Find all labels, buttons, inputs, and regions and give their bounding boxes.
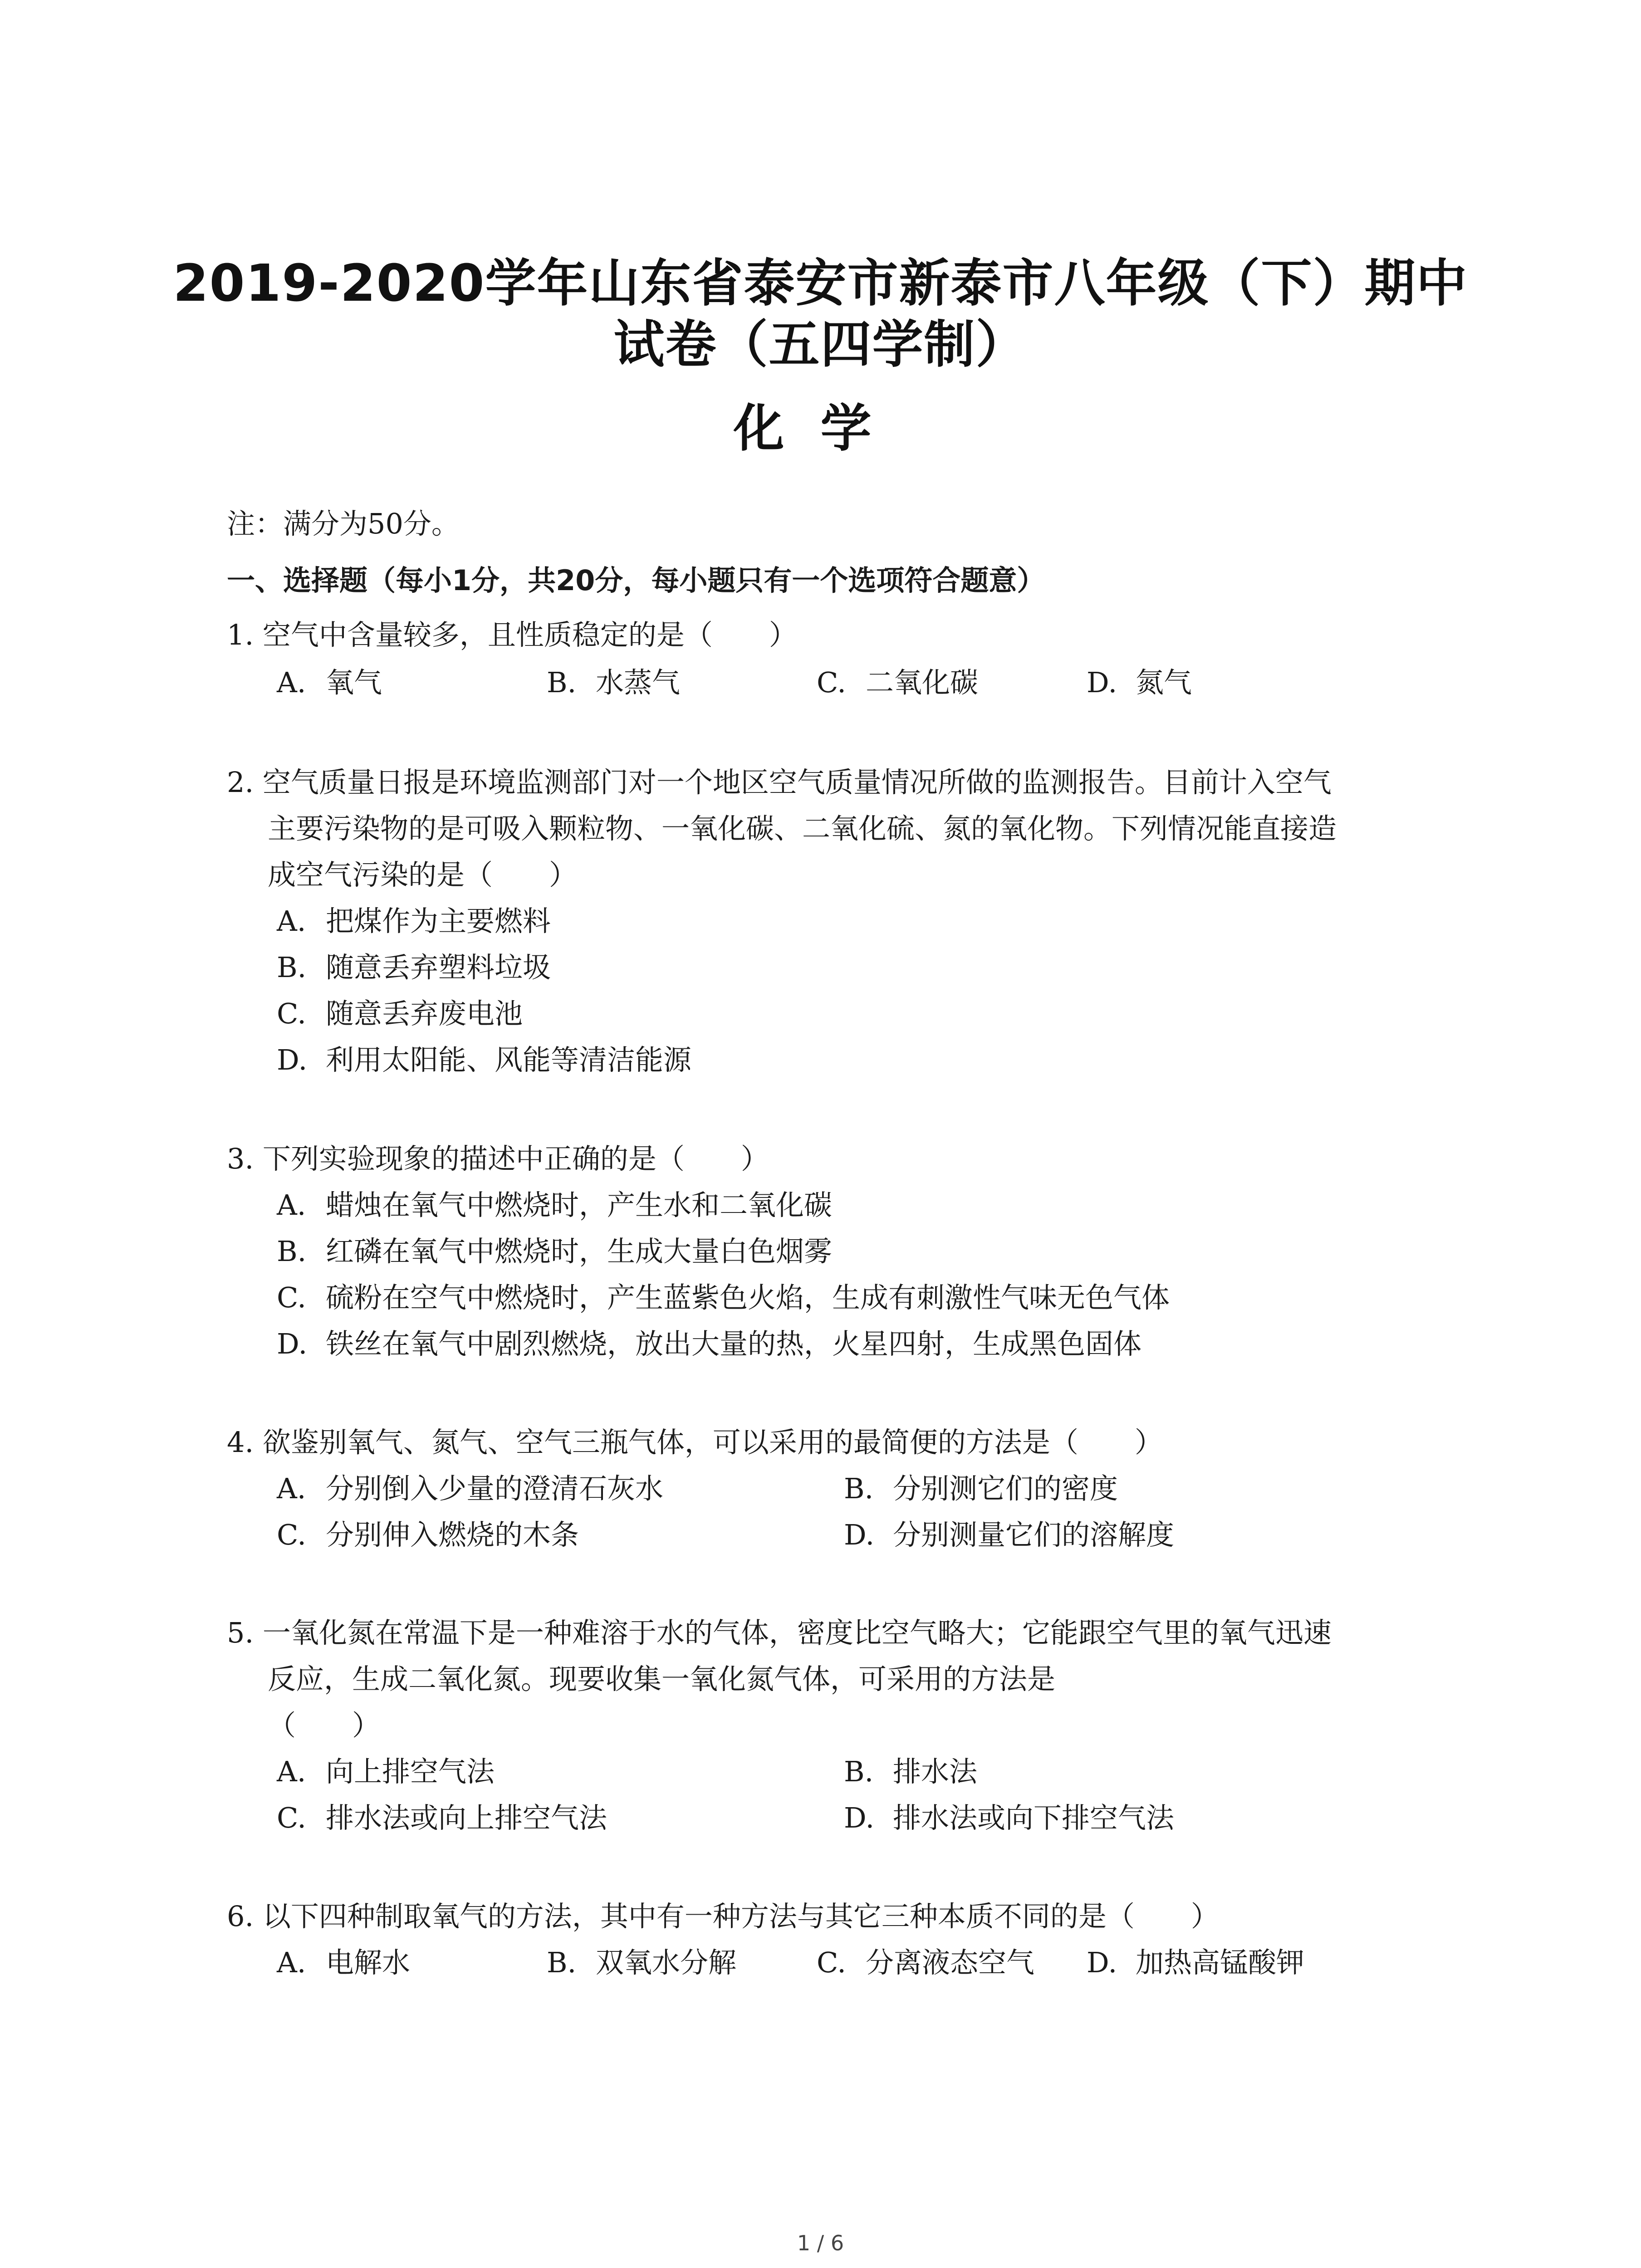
question-stem-line: 6. 以下四种制取氧气的方法，其中有一种方法与其它三种本质不同的是（ ） <box>227 1900 1219 1933</box>
option-letter: B. <box>547 1946 577 1979</box>
option-c <box>277 1280 1170 1316</box>
question-stem-line: 2. 空气质量日报是环境监测部门对一个地区空气质量情况所做的监测报告。目前计入空气 <box>227 766 1332 799</box>
question-stem-line: 反应，生成二氧化氮。现要收集一氧化氮气体，可采用的方法是 <box>268 1662 1056 1696</box>
option-d <box>844 1800 1174 1836</box>
option-text: 加热高锰酸钾 <box>1136 1946 1305 1979</box>
option-letter: B. <box>844 1472 874 1505</box>
option-letter: A. <box>277 904 306 938</box>
option-letter: B. <box>277 1235 307 1268</box>
option-c <box>277 996 523 1032</box>
option-text: 排水法或向上排空气法 <box>326 1801 607 1834</box>
option-letter: C. <box>277 1801 306 1834</box>
option-d <box>277 1326 1141 1362</box>
option-letter: D. <box>844 1801 875 1834</box>
option-text: 把煤作为主要燃料 <box>326 904 551 938</box>
exam-title-line-1: 2019-2020学年山东省泰安市新泰市八年级（下）期中 <box>173 254 1468 313</box>
exam-title-line-2: 试卷（五四学制） <box>613 315 1028 374</box>
option-a <box>277 1187 832 1223</box>
option-d <box>1087 665 1192 701</box>
option-text: 分别测量它们的溶解度 <box>893 1518 1175 1551</box>
option-letter: B. <box>844 1755 874 1788</box>
option-c <box>817 1945 1034 1981</box>
option-text: 分别伸入燃烧的木条 <box>326 1518 579 1551</box>
option-text: 排水法 <box>893 1755 978 1788</box>
option-text: 随意丢弃废电池 <box>326 997 523 1030</box>
option-text: 电解水 <box>326 1946 411 1979</box>
option-d <box>844 1517 1174 1553</box>
option-text: 分离液态空气 <box>866 1946 1035 1979</box>
question-stem-line: 4. 欲鉴别氧气、氮气、空气三瓶气体，可以采用的最简便的方法是（ ） <box>227 1426 1163 1459</box>
option-letter: C. <box>277 1518 306 1551</box>
subject-heading: 化学 <box>733 399 908 458</box>
option-letter: B. <box>277 951 307 984</box>
option-a <box>277 903 551 939</box>
option-text: 氧气 <box>326 666 382 699</box>
option-a <box>277 1471 663 1507</box>
option-letter: C. <box>277 1281 306 1314</box>
question-stem-line: 主要污染物的是可吸入颗粒物、一氧化碳、二氧化硫、氮的氧化物。下列情况能直接造 <box>268 812 1337 845</box>
option-letter: A. <box>277 1188 306 1222</box>
option-text: 硫粉在空气中燃烧时，产生蓝紫色火焰，生成有刺激性气味无色气体 <box>326 1281 1170 1314</box>
option-b <box>277 949 551 986</box>
question-stem-line: （ ） <box>268 1709 381 1742</box>
option-text: 随意丢弃塑料垃圾 <box>326 951 551 984</box>
option-b <box>844 1471 1118 1507</box>
option-text: 分别倒入少量的澄清石灰水 <box>326 1472 664 1505</box>
page-number: 1 / 6 <box>797 2231 844 2255</box>
question-stem-line: 3. 下列实验现象的描述中正确的是（ ） <box>227 1142 769 1175</box>
option-a <box>277 1945 410 1981</box>
option-b <box>277 1233 832 1270</box>
option-text: 利用太阳能、风能等清洁能源 <box>326 1043 692 1076</box>
option-d <box>1087 1945 1304 1981</box>
option-c <box>277 1517 579 1553</box>
option-text: 二氧化碳 <box>866 666 979 699</box>
question-stem-line: 成空气污染的是（ ） <box>268 858 578 891</box>
option-text: 蜡烛在氧气中燃烧时，产生水和二氧化碳 <box>326 1188 833 1222</box>
option-letter: C. <box>817 666 846 699</box>
option-text: 向上排空气法 <box>326 1755 495 1788</box>
option-b <box>547 665 680 701</box>
option-text: 排水法或向下排空气法 <box>893 1801 1175 1834</box>
option-letter: A. <box>277 1755 306 1788</box>
option-text: 双氧水分解 <box>596 1946 737 1979</box>
option-d <box>277 1042 691 1078</box>
option-text: 水蒸气 <box>596 666 681 699</box>
option-a <box>277 1754 495 1790</box>
option-letter: D. <box>1087 1946 1117 1979</box>
option-letter: D. <box>1087 666 1117 699</box>
option-text: 铁丝在氧气中剧烈燃烧，放出大量的热，火星四射，生成黑色固体 <box>326 1327 1142 1360</box>
option-a <box>277 665 382 701</box>
question-stem-line: 5. 一氧化氮在常温下是一种难溶于水的气体，密度比空气略大；它能跟空气里的氧气迅速 <box>227 1616 1332 1649</box>
option-text: 分别测它们的密度 <box>893 1472 1118 1505</box>
option-letter: A. <box>277 1946 306 1979</box>
option-c <box>277 1800 607 1836</box>
option-letter: D. <box>277 1327 308 1360</box>
option-text: 氮气 <box>1136 666 1192 699</box>
option-letter: C. <box>817 1946 846 1979</box>
score-note: 注：满分为50分。 <box>227 507 460 540</box>
option-letter: D. <box>844 1518 875 1551</box>
option-b <box>844 1754 977 1790</box>
option-letter: D. <box>277 1043 308 1076</box>
option-c <box>817 665 978 701</box>
option-letter: C. <box>277 997 306 1030</box>
option-b <box>547 1945 736 1981</box>
section-heading: 一、选择题（每小1分，共20分，每小题只有一个选项符合题意） <box>227 564 1045 597</box>
option-text: 红磷在氧气中燃烧时，生成大量白色烟雾 <box>326 1235 833 1268</box>
option-letter: B. <box>547 666 577 699</box>
question-stem-line: 1. 空气中含量较多，且性质稳定的是（ ） <box>227 618 797 651</box>
option-letter: A. <box>277 1472 306 1505</box>
option-letter: A. <box>277 666 306 699</box>
